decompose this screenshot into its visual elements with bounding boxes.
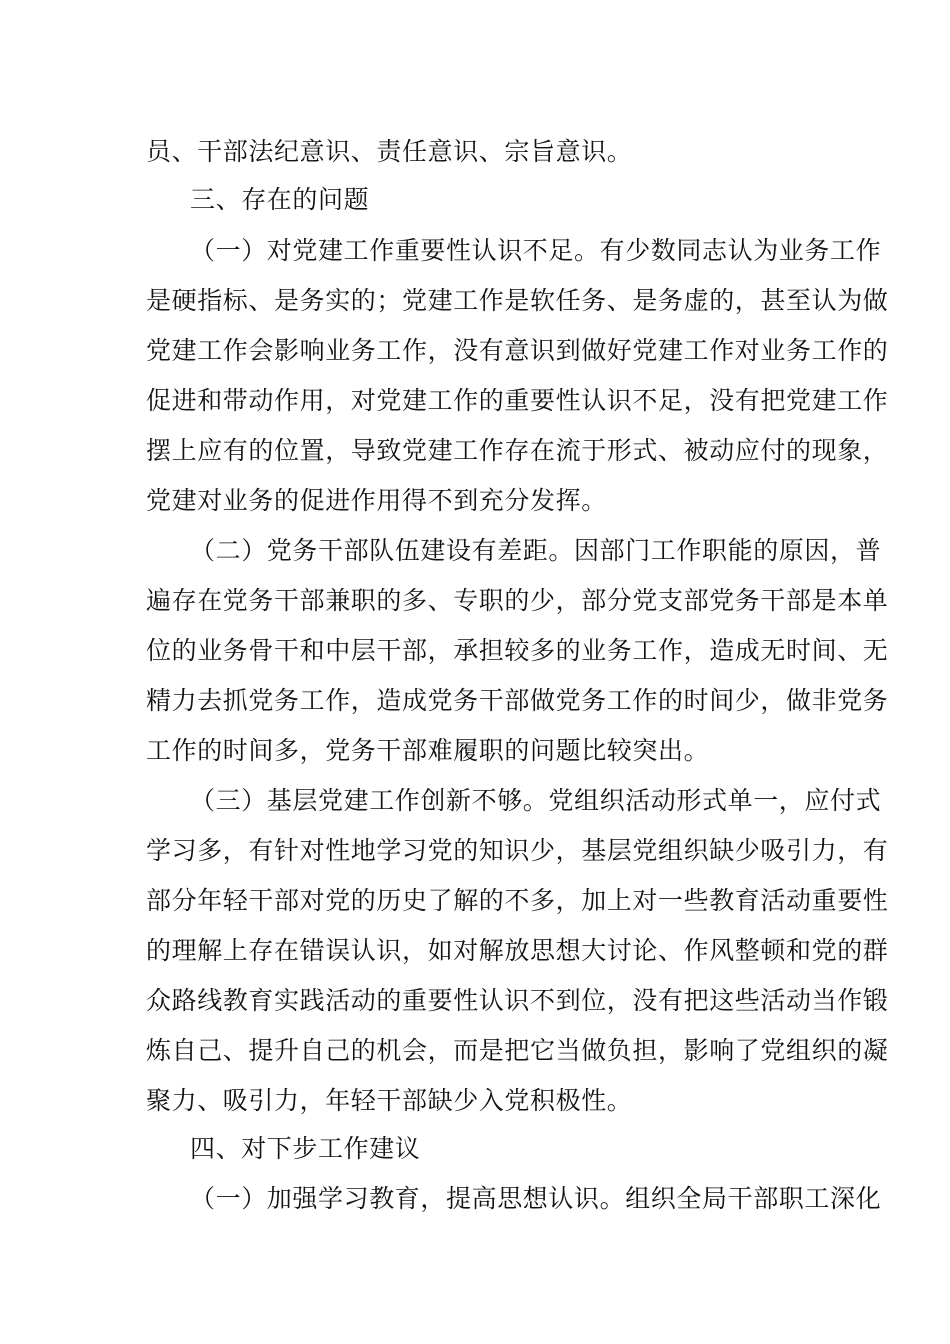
paragraph-line: （一）加强学习教育，提高思想认识。组织全局干部职工深化 — [190, 1184, 882, 1213]
paragraph-line: 聚力、吸引力，年轻干部缺少入党积极性。 — [146, 1086, 633, 1115]
paragraph-line: （三）基层党建工作创新不够。党组织活动形式单一，应付式 — [190, 786, 882, 815]
paragraph-line: 遍存在党务干部兼职的多、专职的少，部分党支部党务干部是本单 — [146, 586, 889, 615]
paragraph-line: （一）对党建工作重要性认识不足。有少数同志认为业务工作 — [190, 236, 882, 265]
paragraph-line: 促进和带动作用，对党建工作的重要性认识不足，没有把党建工作 — [146, 386, 889, 415]
paragraph-line: 位的业务骨干和中层干部，承担较多的业务工作，造成无时间、无 — [146, 636, 889, 665]
paragraph-line: 是硬指标、是务实的；党建工作是软任务、是务虚的，甚至认为做 — [146, 286, 889, 315]
paragraph-line: 部分年轻干部对党的历史了解的不多，加上对一些教育活动重要性 — [146, 886, 889, 915]
text-line: 员、干部法纪意识、责任意识、宗旨意识。 — [146, 137, 633, 166]
paragraph-line: 学习多，有针对性地学习党的知识少，基层党组织缺少吸引力，有 — [146, 836, 889, 865]
paragraph-line: 精力去抓党务工作，造成党务干部做党务工作的时间少，做非党务 — [146, 686, 889, 715]
paragraph-line: 众路线教育实践活动的重要性认识不到位，没有把这些活动当作锻 — [146, 986, 889, 1015]
paragraph-line: 党建工作会影响业务工作，没有意识到做好党建工作对业务工作的 — [146, 336, 889, 365]
paragraph-line: 党建对业务的促进作用得不到充分发挥。 — [146, 486, 607, 515]
paragraph-line: 的理解上存在错误认识，如对解放思想大讨论、作风整顿和党的群 — [146, 936, 889, 965]
paragraph-line: 炼自己、提升自己的机会，而是把它当做负担，影响了党组织的凝 — [146, 1036, 889, 1065]
paragraph-line: （二）党务干部队伍建设有差距。因部门工作职能的原因，普 — [190, 536, 882, 565]
paragraph-line: 工作的时间多，党务干部难履职的问题比较突出。 — [146, 736, 710, 765]
paragraph-line: 摆上应有的位置，导致党建工作存在流于形式、被动应付的现象， — [146, 436, 889, 465]
section-heading: 四、对下步工作建议 — [190, 1134, 421, 1163]
section-heading: 三、存在的问题 — [190, 185, 370, 214]
